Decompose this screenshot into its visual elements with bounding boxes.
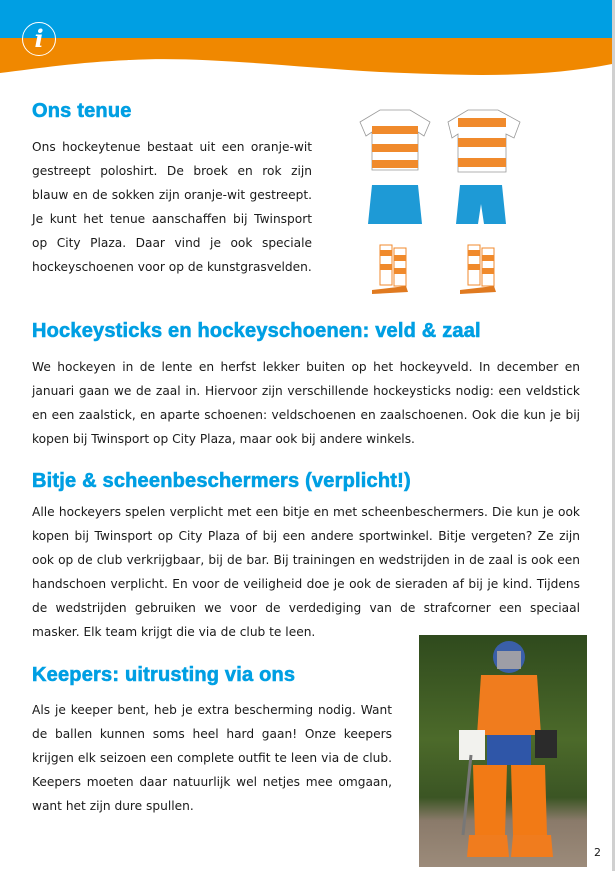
polo-shirt-left bbox=[360, 110, 430, 170]
socks-right bbox=[460, 245, 496, 294]
shorts bbox=[456, 185, 506, 224]
section-text-sticks: We hockeyen in de lente en herfst lekker buiten op het hockeyveld. In december en januari gaan we de zaal in. Hiervoor zijn verschillende hockeysticks nodig: een veldstick en een zaalstick, en aparte schoenen: veldschoenen en zaalschoenen. Ook die kun je bij kopen bij Twinsport op City Plaza, maar ook bij andere winkels. bbox=[32, 360, 580, 446]
page-number: 2 bbox=[594, 846, 601, 859]
section-title-sticks: Hockeysticks en hockeyschoenen: veld & zaal bbox=[32, 320, 481, 342]
section-text-keepers: Als je keeper bent, heb je extra bescherming nodig. Want de ballen kunnen soms heel hard gaan! Onze keepers krijgen elk seizoen een complete outfit te leen via de club. Keepers moeten daar natuurlijk wel netjes mee omgaan, want het zijn dure spullen. bbox=[32, 703, 392, 813]
polo-shirt-right bbox=[448, 110, 520, 172]
info-icon: i bbox=[22, 22, 56, 56]
section-title-keepers: Keepers: uitrusting via ons bbox=[32, 664, 296, 686]
section-text-tenue: Ons hockeytenue bestaat uit een oranje-wit gestreept poloshirt. De broek en rok zijn blauw en de sokken zijn oranje-wit gestreept. Je kunt het tenue aanschaffen bij Twinsport op City Plaza. Daar vind je ook speciale hockeyschoenen voor op de kunstgrasvelden. bbox=[32, 140, 312, 274]
skirt bbox=[368, 185, 422, 224]
section-title-bitje: Bitje & scheenbeschermers (verplicht!) bbox=[32, 470, 411, 492]
header-banner bbox=[0, 0, 612, 80]
uniform-illustration bbox=[350, 100, 528, 295]
keeper-photo bbox=[419, 635, 587, 867]
section-title-tenue: Ons tenue bbox=[32, 100, 132, 122]
section-text-bitje: Alle hockeyers spelen verplicht met een bitje en met scheenbeschermers. Die kun je ook kopen bij Twinsport op City Plaza of bij een andere sportwinkel. Bitje vergeten? Ze zijn ook op de club verkrijgbaar, bij de bar. Bij trainingen en wedstrijden in de zaal is ook een handschoen verplicht. En voor de veiligheid doe je ook de sieraden af bij je kind. Tijdens de wedstrijden gebruiken we voor de verdediging van de strafcorner een speciaal masker. Elk team krijgt die via de club te leen. bbox=[32, 505, 580, 639]
socks-left bbox=[372, 245, 408, 294]
